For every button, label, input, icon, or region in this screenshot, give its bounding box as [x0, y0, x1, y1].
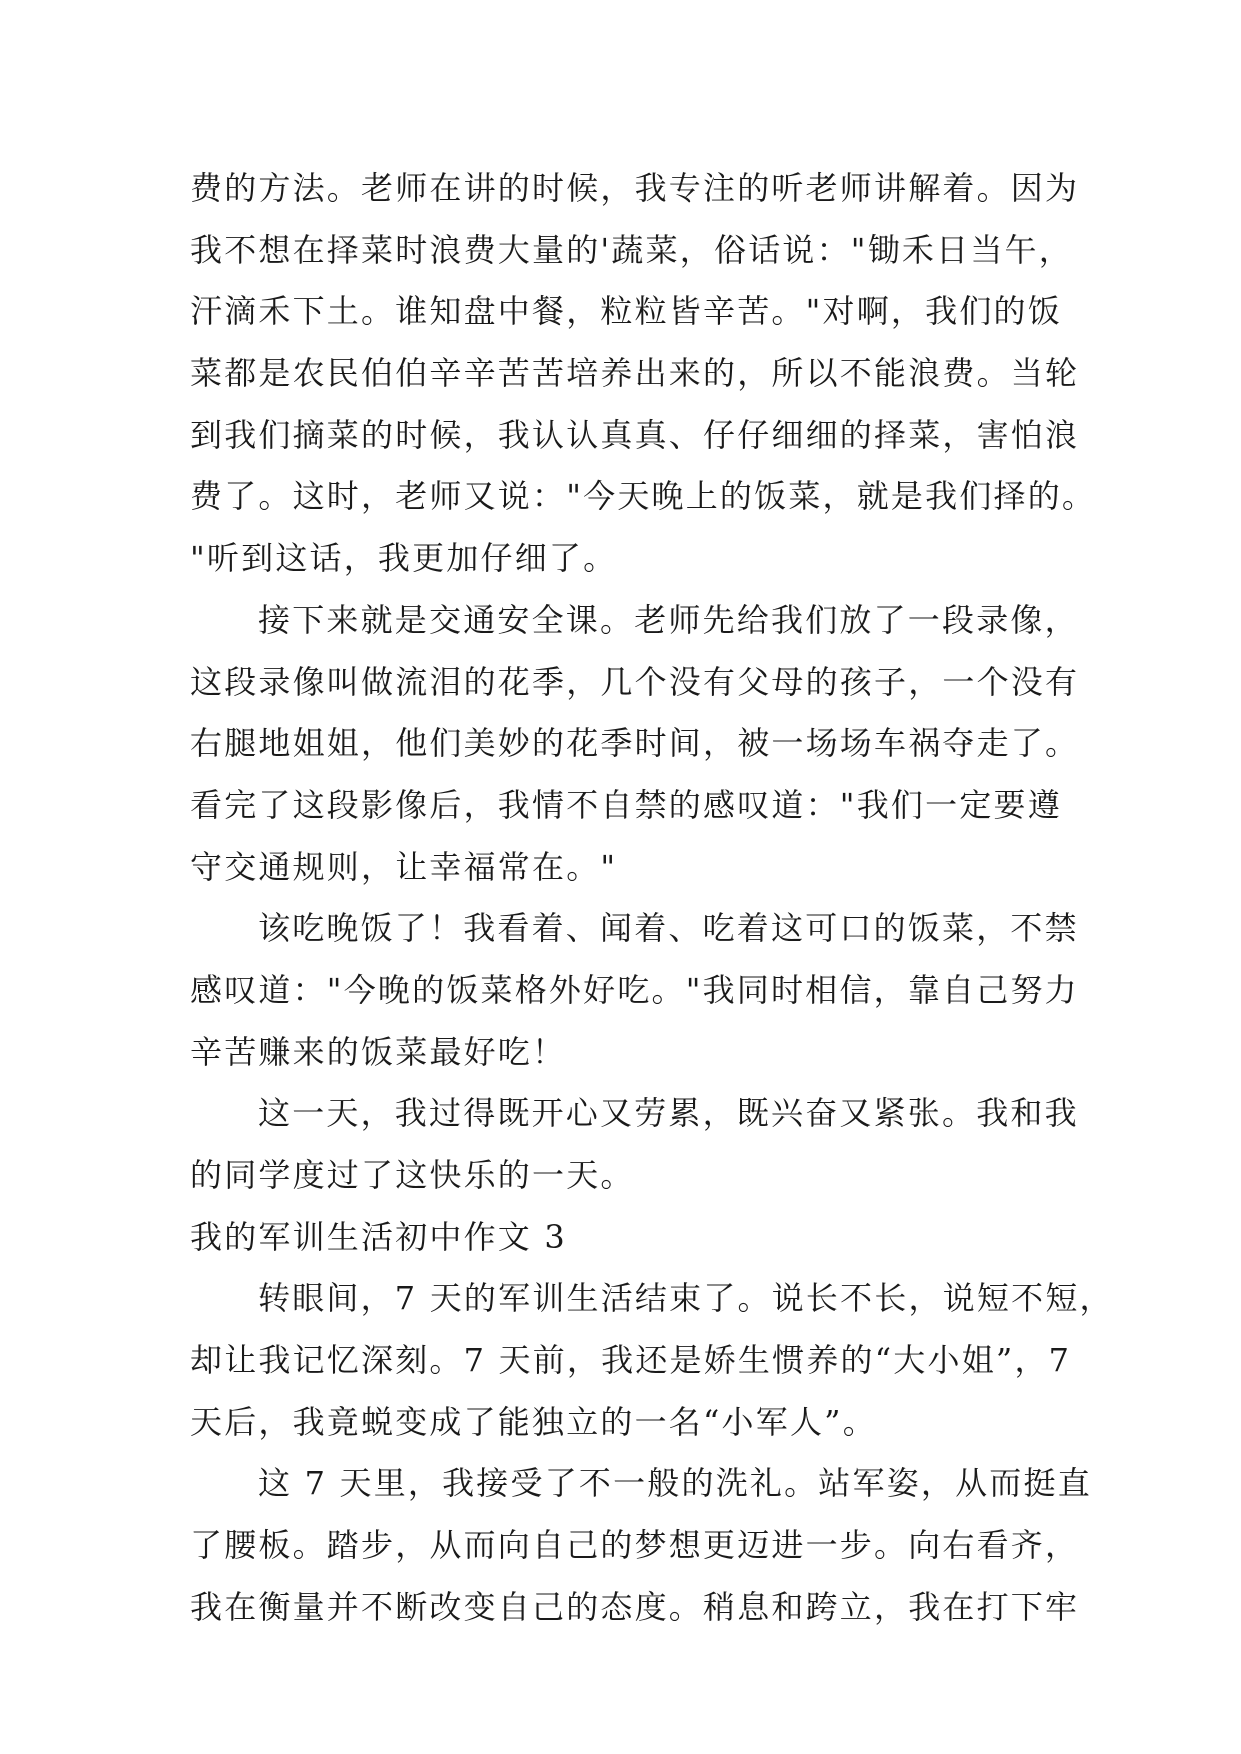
- text-line: 右腿地姐姐，他们美妙的花季时间，被一场场车祸夺走了。: [190, 724, 1080, 763]
- text-line: 我不想在择菜时浪费大量的'蔬菜，俗话说："锄禾日当午，: [190, 230, 1073, 269]
- text-line: 费了。这时，老师又说："今天晚上的饭菜，就是我们择的。: [190, 477, 1097, 516]
- essay-text: [190, 158, 1114, 1639]
- text-line: 到我们摘菜的时候，我认认真真、仔仔细细的择菜，害怕浪: [190, 415, 1080, 454]
- text-line: 了腰板。踏步，从而向自己的梦想更迈进一步。向右看齐，: [190, 1526, 1080, 1565]
- text-line: 我在衡量并不断改变自己的态度。稍息和跨立，我在打下牢: [190, 1587, 1080, 1626]
- text-line: 看完了这段影像后，我情不自禁的感叹道："我们一定要遵: [190, 785, 1062, 824]
- text-line: 天后，我竟蜕变成了能独立的一名“小军人”。: [190, 1402, 877, 1441]
- text-line: 菜都是农民伯伯辛辛苦苦培养出来的，所以不能浪费。当轮: [190, 354, 1080, 393]
- text-line: 辛苦赚来的饭菜最好吃！: [190, 1032, 567, 1071]
- paragraph-first-line: 这 7 天里，我接受了不一般的洗礼。站军姿，从而挺直: [258, 1464, 1092, 1503]
- text-line: 感叹道："今晚的饭菜格外好吃。"我同时相信，靠自己努力: [190, 970, 1079, 1009]
- text-line: 这段录像叫做流泪的花季，几个没有父母的孩子，一个没有: [190, 662, 1080, 701]
- text-line: 守交通规则，让幸福常在。": [190, 847, 618, 886]
- paragraph-first-line: 接下来就是交通安全课。老师先给我们放了一段录像，: [258, 600, 1079, 639]
- paragraph-first-line: 该吃晚饭了！我看着、闻着、吃着这可口的饭菜，不禁: [258, 909, 1079, 948]
- text-line: 费的方法。老师在讲的时候，我专注的听老师讲解着。因为: [190, 169, 1080, 207]
- text-line: 的同学度过了这快乐的一天。: [190, 1156, 635, 1194]
- paragraph-first-line: 这一天，我过得既开心又劳累，既兴奋又紧张。我和我: [258, 1094, 1079, 1133]
- section-heading: 我的军训生活初中作文 3: [190, 1217, 567, 1256]
- paragraph-first-line: 转眼间，7 天的军训生活结束了。说长不长，说短不短，: [258, 1279, 1114, 1318]
- text-line: 却让我记忆深刻。7 天前，我还是娇生惯养的“大小姐”，7: [190, 1341, 1072, 1380]
- text-line: "听到这话，我更加仔细了。: [190, 539, 618, 578]
- text-line: 汗滴禾下土。谁知盘中餐，粒粒皆辛苦。"对啊，我们的饭: [190, 292, 1062, 331]
